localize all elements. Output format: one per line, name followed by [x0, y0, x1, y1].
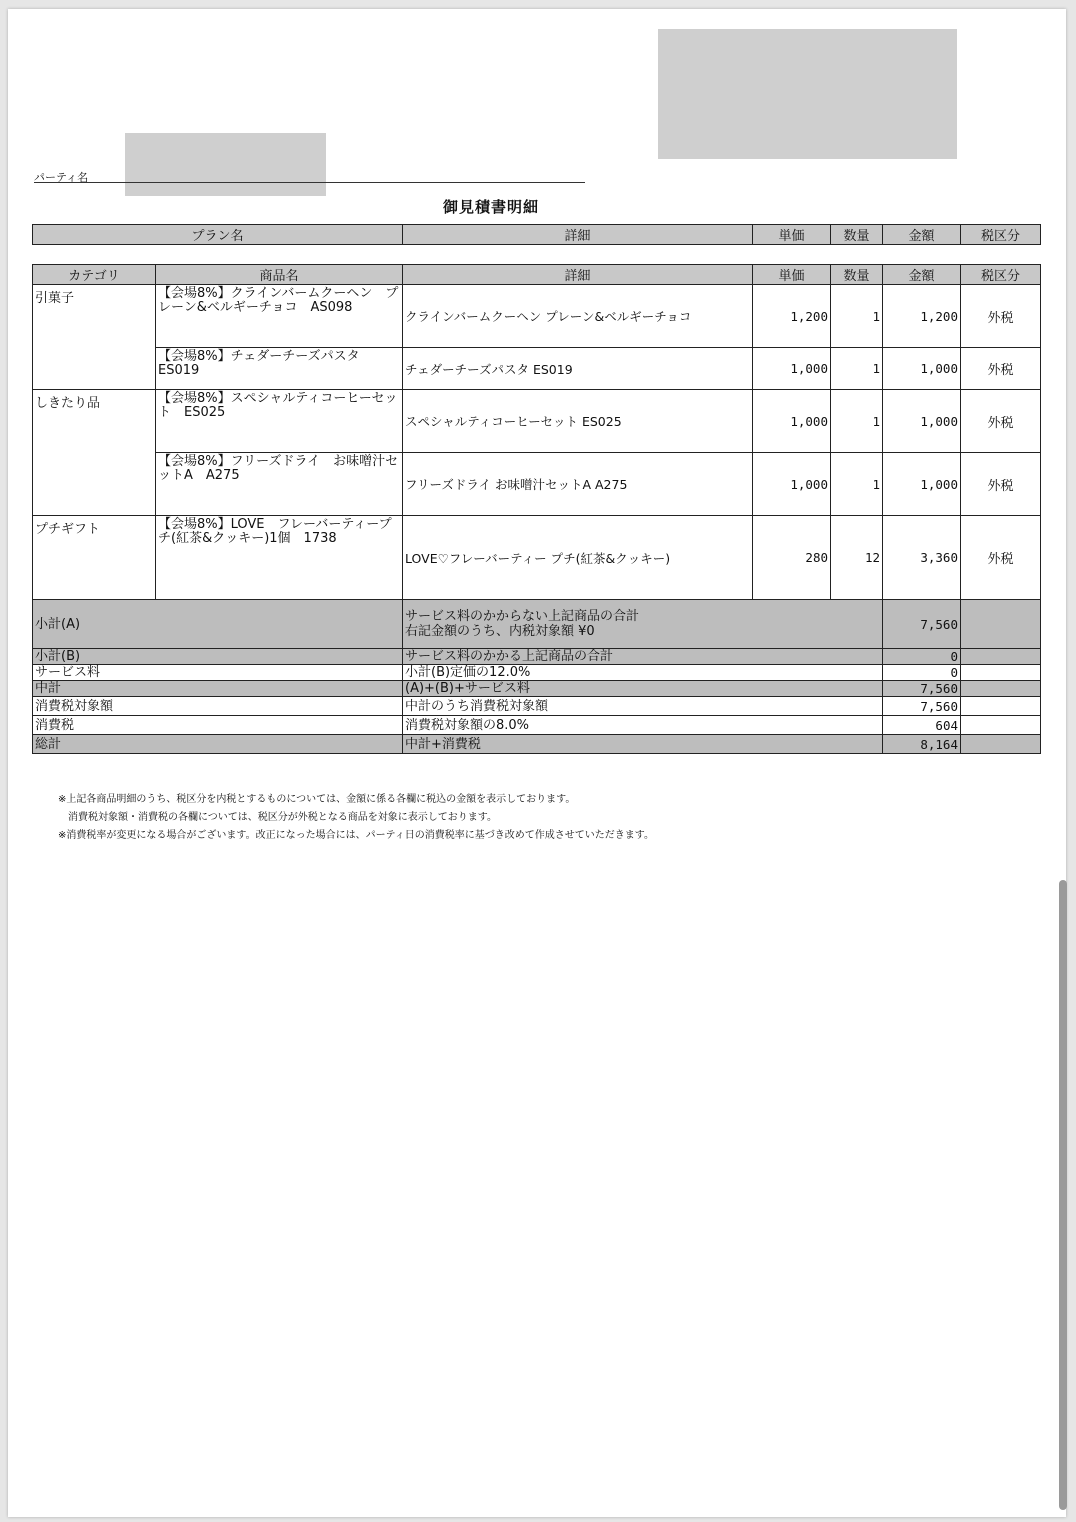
summary-tax-cell: [961, 600, 1041, 649]
summary-desc: サービス料のかかる上記商品の合計: [403, 649, 883, 665]
detail-cell: チェダーチーズパスタ ES019: [403, 348, 753, 390]
redacted-party-name: [125, 133, 326, 196]
category-cell: しきたり品: [33, 390, 156, 516]
summary-label: 消費税: [33, 716, 403, 735]
detail-cell: フリーズドライ お味噌汁セットA A275: [403, 453, 753, 516]
footnote: 消費税対象額・消費税の各欄については、税区分が外税となる商品を対象に表示しております。: [58, 812, 497, 823]
summary-desc: 中計のうち消費税対象額: [403, 697, 883, 716]
summary-label: サービス料: [33, 665, 403, 681]
summary-label: 小計(A): [33, 600, 403, 649]
unit-price-cell: 280: [753, 516, 831, 600]
summary-label: 消費税対象額: [33, 697, 403, 716]
amount-cell: 1,000: [883, 390, 961, 453]
summary-tax-cell: [961, 665, 1041, 681]
vertical-scrollbar[interactable]: [1059, 880, 1067, 1510]
detail-cell: LOVE♡フレーバーティー プチ(紅茶&クッキー): [403, 516, 753, 600]
summary-label: 中計: [33, 681, 403, 697]
summary-label: 小計(B): [33, 649, 403, 665]
subtotal-a-row: [33, 600, 1041, 649]
detail-cell: スペシャルティコーヒーセット ES025: [403, 390, 753, 453]
product-cell: 【会場8%】チェダーチーズパスタ ES019: [156, 348, 403, 390]
col-qty: 数量: [831, 225, 883, 245]
summary-amount: 8,164: [883, 735, 961, 754]
unit-price-cell: 1,000: [753, 390, 831, 453]
table-row: [33, 453, 1041, 516]
qty-cell: 12: [831, 516, 883, 600]
plan-table: [32, 224, 1041, 245]
summary-tax-cell: [961, 697, 1041, 716]
plan-table-header: [33, 225, 1041, 245]
col-detail: 詳細: [403, 265, 753, 285]
amount-cell: 3,360: [883, 516, 961, 600]
summary-desc-line: 右記金額のうち、内税対象額 ¥0: [405, 624, 595, 639]
amount-cell: 1,000: [883, 348, 961, 390]
col-product: 商品名: [156, 265, 403, 285]
grand-total-row: [33, 735, 1041, 754]
unit-price-cell: 1,000: [753, 453, 831, 516]
document-page: [8, 9, 1066, 1517]
summary-desc: 中計+消費税: [403, 735, 883, 754]
tax-cell: 外税: [961, 348, 1041, 390]
tax-cell: 外税: [961, 516, 1041, 600]
items-table: [32, 264, 1041, 754]
qty-cell: 1: [831, 390, 883, 453]
qty-cell: 1: [831, 348, 883, 390]
amount-cell: 1,000: [883, 453, 961, 516]
col-tax: 税区分: [961, 265, 1041, 285]
summary-amount: 7,560: [883, 600, 961, 649]
summary-tax-cell: [961, 735, 1041, 754]
product-cell: 【会場8%】フリーズドライ お味噌汁セットA A275: [156, 453, 403, 516]
table-row: [33, 390, 1041, 453]
summary-desc: (A)+(B)+サービス料: [403, 681, 883, 697]
tax-cell: 外税: [961, 285, 1041, 348]
col-qty: 数量: [831, 265, 883, 285]
col-amount: 金額: [883, 225, 961, 245]
table-row: [33, 285, 1041, 348]
col-plan: プラン名: [33, 225, 403, 245]
summary-amount: 0: [883, 665, 961, 681]
footnote: ※消費税率が変更になる場合がございます。改正になった場合には、パーティ日の消費税率に基づき改めて作成させていただきます。: [58, 830, 654, 841]
col-unit-price: 単価: [753, 225, 831, 245]
unit-price-cell: 1,000: [753, 348, 831, 390]
col-category: カテゴリ: [33, 265, 156, 285]
tax-row: [33, 716, 1041, 735]
summary-desc: 消費税対象額の8.0%: [403, 716, 883, 735]
product-cell: 【会場8%】LOVE フレーバーティープチ(紅茶&クッキー)1個 1738: [156, 516, 403, 600]
category-cell: プチギフト: [33, 516, 156, 600]
summary-tax-cell: [961, 649, 1041, 665]
qty-cell: 1: [831, 285, 883, 348]
summary-desc: [403, 600, 883, 649]
page-title: 御見積書明細: [442, 198, 539, 216]
summary-amount: 0: [883, 649, 961, 665]
tax-cell: 外税: [961, 390, 1041, 453]
footnote: ※上記各商品明細のうち、税区分を内税とするものについては、金額に係る各欄に税込の金額を表示しております。: [58, 794, 576, 805]
summary-amount: 7,560: [883, 697, 961, 716]
col-detail: 詳細: [403, 225, 753, 245]
summary-desc-line: サービス料のかからない上記商品の合計: [405, 609, 640, 624]
taxable-row: [33, 697, 1041, 716]
col-unit-price: 単価: [753, 265, 831, 285]
summary-label: 総計: [33, 735, 403, 754]
product-cell: 【会場8%】クラインバームクーヘン プレーン&ベルギーチョコ AS098: [156, 285, 403, 348]
summary-amount: 604: [883, 716, 961, 735]
col-amount: 金額: [883, 265, 961, 285]
footnotes: [58, 791, 654, 845]
summary-tax-cell: [961, 716, 1041, 735]
detail-cell: クラインバームクーヘン プレーン&ベルギーチョコ: [403, 285, 753, 348]
summary-desc: 小計(B)定価の12.0%: [403, 665, 883, 681]
col-tax: 税区分: [961, 225, 1041, 245]
category-cell: 引菓子: [33, 285, 156, 390]
party-label: パーティ名: [34, 171, 89, 184]
unit-price-cell: 1,200: [753, 285, 831, 348]
party-underline: [34, 182, 585, 183]
summary-amount: 7,560: [883, 681, 961, 697]
items-table-header: [33, 265, 1041, 285]
redacted-block: [658, 29, 957, 159]
qty-cell: 1: [831, 453, 883, 516]
table-row: [33, 348, 1041, 390]
middle-total-row: [33, 681, 1041, 697]
product-cell: 【会場8%】スペシャルティコーヒーセット ES025: [156, 390, 403, 453]
service-row: [33, 665, 1041, 681]
amount-cell: 1,200: [883, 285, 961, 348]
subtotal-b-row: [33, 649, 1041, 665]
table-row: [33, 516, 1041, 600]
summary-tax-cell: [961, 681, 1041, 697]
tax-cell: 外税: [961, 453, 1041, 516]
